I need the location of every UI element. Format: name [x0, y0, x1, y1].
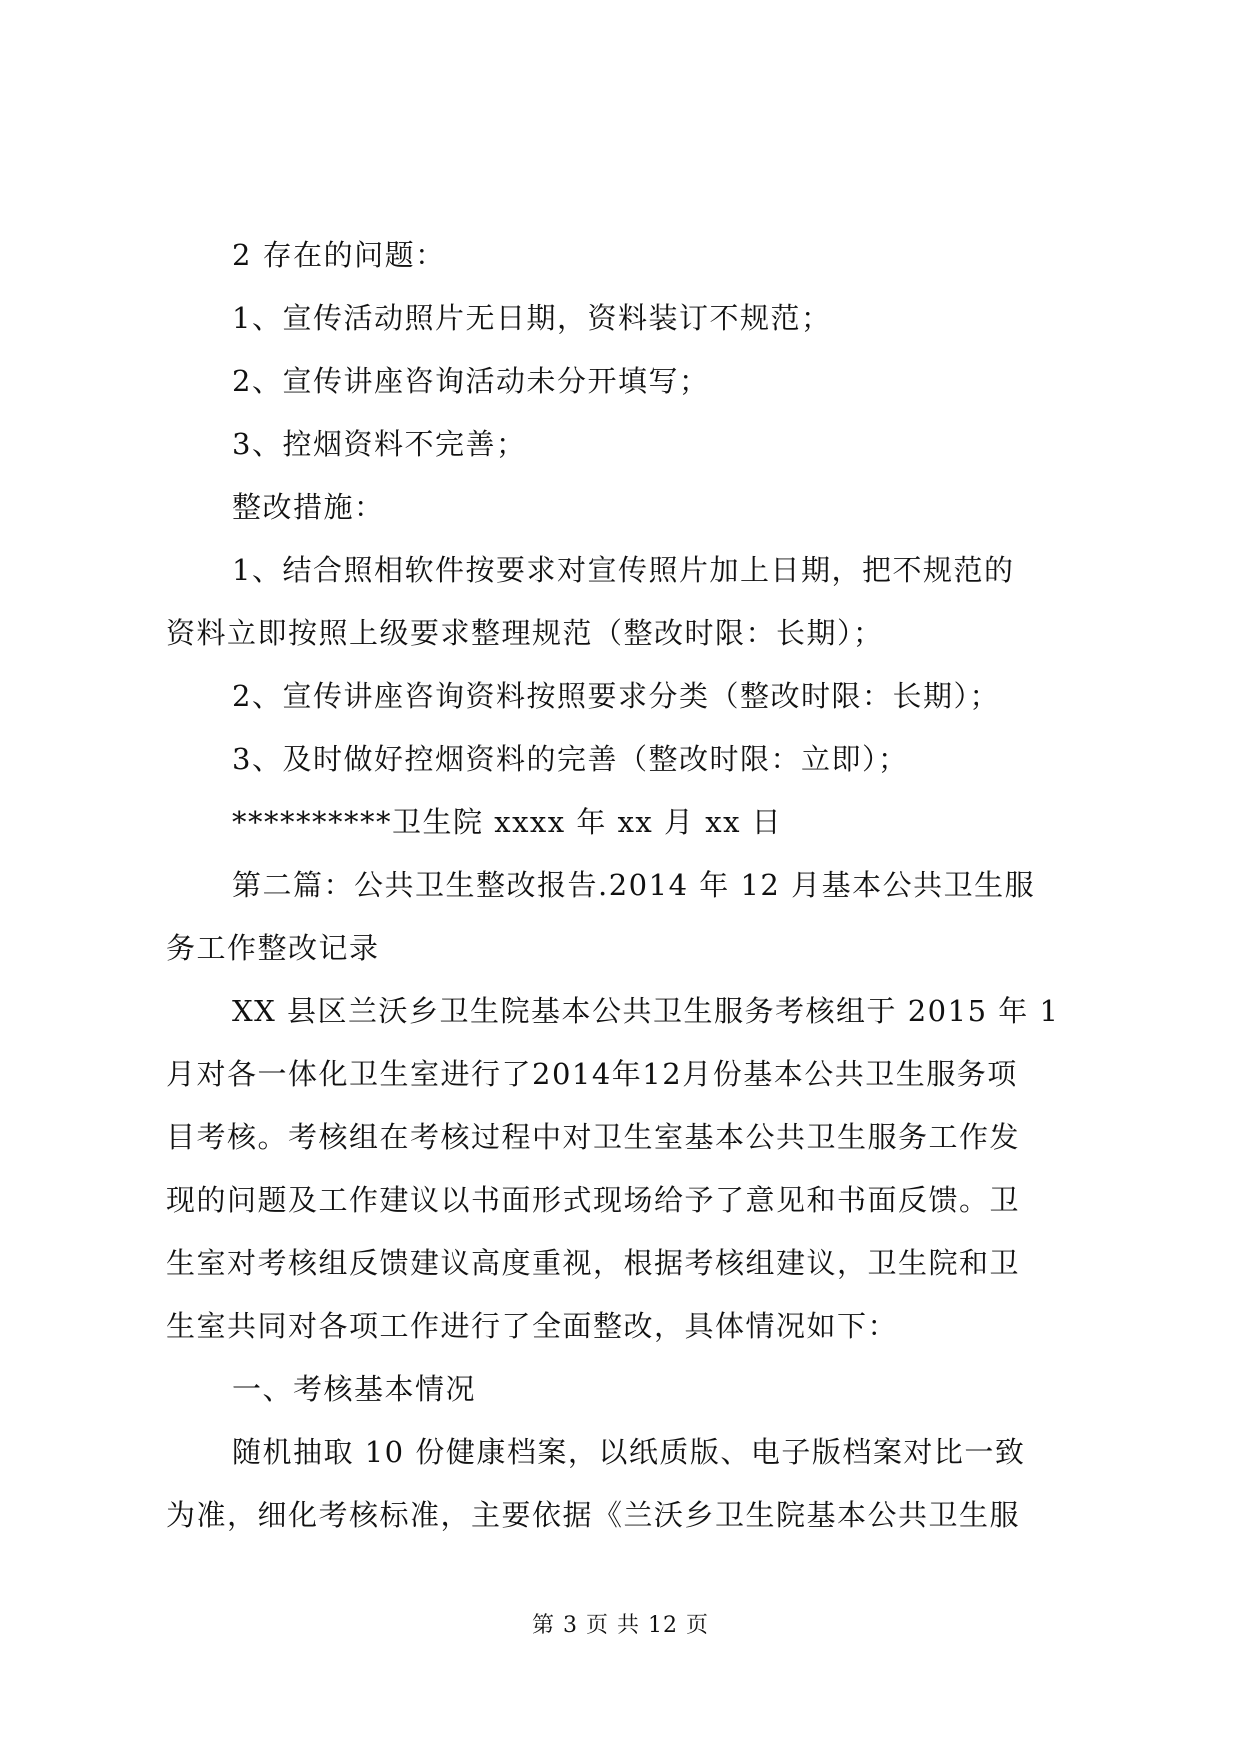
text-line: 2、宣传讲座咨询资料按照要求分类（整改时限：长期）； [232, 679, 1000, 713]
text-line: 资料立即按照上级要求整理规范（整改时限：长期）； [166, 616, 884, 650]
section-heading: 整改措施： [232, 490, 385, 524]
text-line: 2 存在的问题： [232, 238, 446, 272]
text-line: 月对各一体化卫生室进行了2014年12月份基本公共卫生服务项 [166, 1057, 1018, 1091]
text-line: 目考核。考核组在考核过程中对卫生室基本公共卫生服务工作发 [166, 1120, 1021, 1154]
text-line: 现的问题及工作建议以书面形式现场给予了意见和书面反馈。卫 [166, 1183, 1021, 1217]
text-line: 为准，细化考核标准，主要依据《兰沃乡卫生院基本公共卫生服 [166, 1498, 1021, 1532]
text-line: 3、及时做好控烟资料的完善（整改时限：立即）； [232, 742, 909, 776]
signature-line: **********卫生院 xxxx 年 xx 月 xx 日 [232, 805, 783, 839]
text-line: 生室对考核组反馈建议高度重视，根据考核组建议，卫生院和卫 [166, 1246, 1021, 1280]
document-body [166, 224, 1076, 1547]
page-footer: 第 3 页 共 12 页 [532, 1613, 709, 1638]
section-heading: 一、考核基本情况 [232, 1372, 477, 1406]
text-line: 1、宣传活动照片无日期，资料装订不规范； [232, 301, 832, 335]
article-title: 第二篇：公共卫生整改报告.2014 年 12 月基本公共卫生服 [232, 868, 1036, 902]
text-line: 3、控烟资料不完善； [232, 427, 527, 461]
text-line: 2、宣传讲座咨询活动未分开填写； [232, 364, 710, 398]
article-title-continued: 务工作整改记录 [166, 931, 380, 965]
text-line: XX 县区兰沃乡卫生院基本公共卫生服务考核组于 2015 年 1 [232, 994, 1060, 1028]
text-line: 随机抽取 10 份健康档案，以纸质版、电子版档案对比一致 [232, 1435, 1026, 1469]
text-line: 1、结合照相软件按要求对宣传照片加上日期，把不规范的 [232, 553, 1015, 587]
text-line: 生室共同对各项工作进行了全面整改，具体情况如下： [166, 1309, 899, 1343]
